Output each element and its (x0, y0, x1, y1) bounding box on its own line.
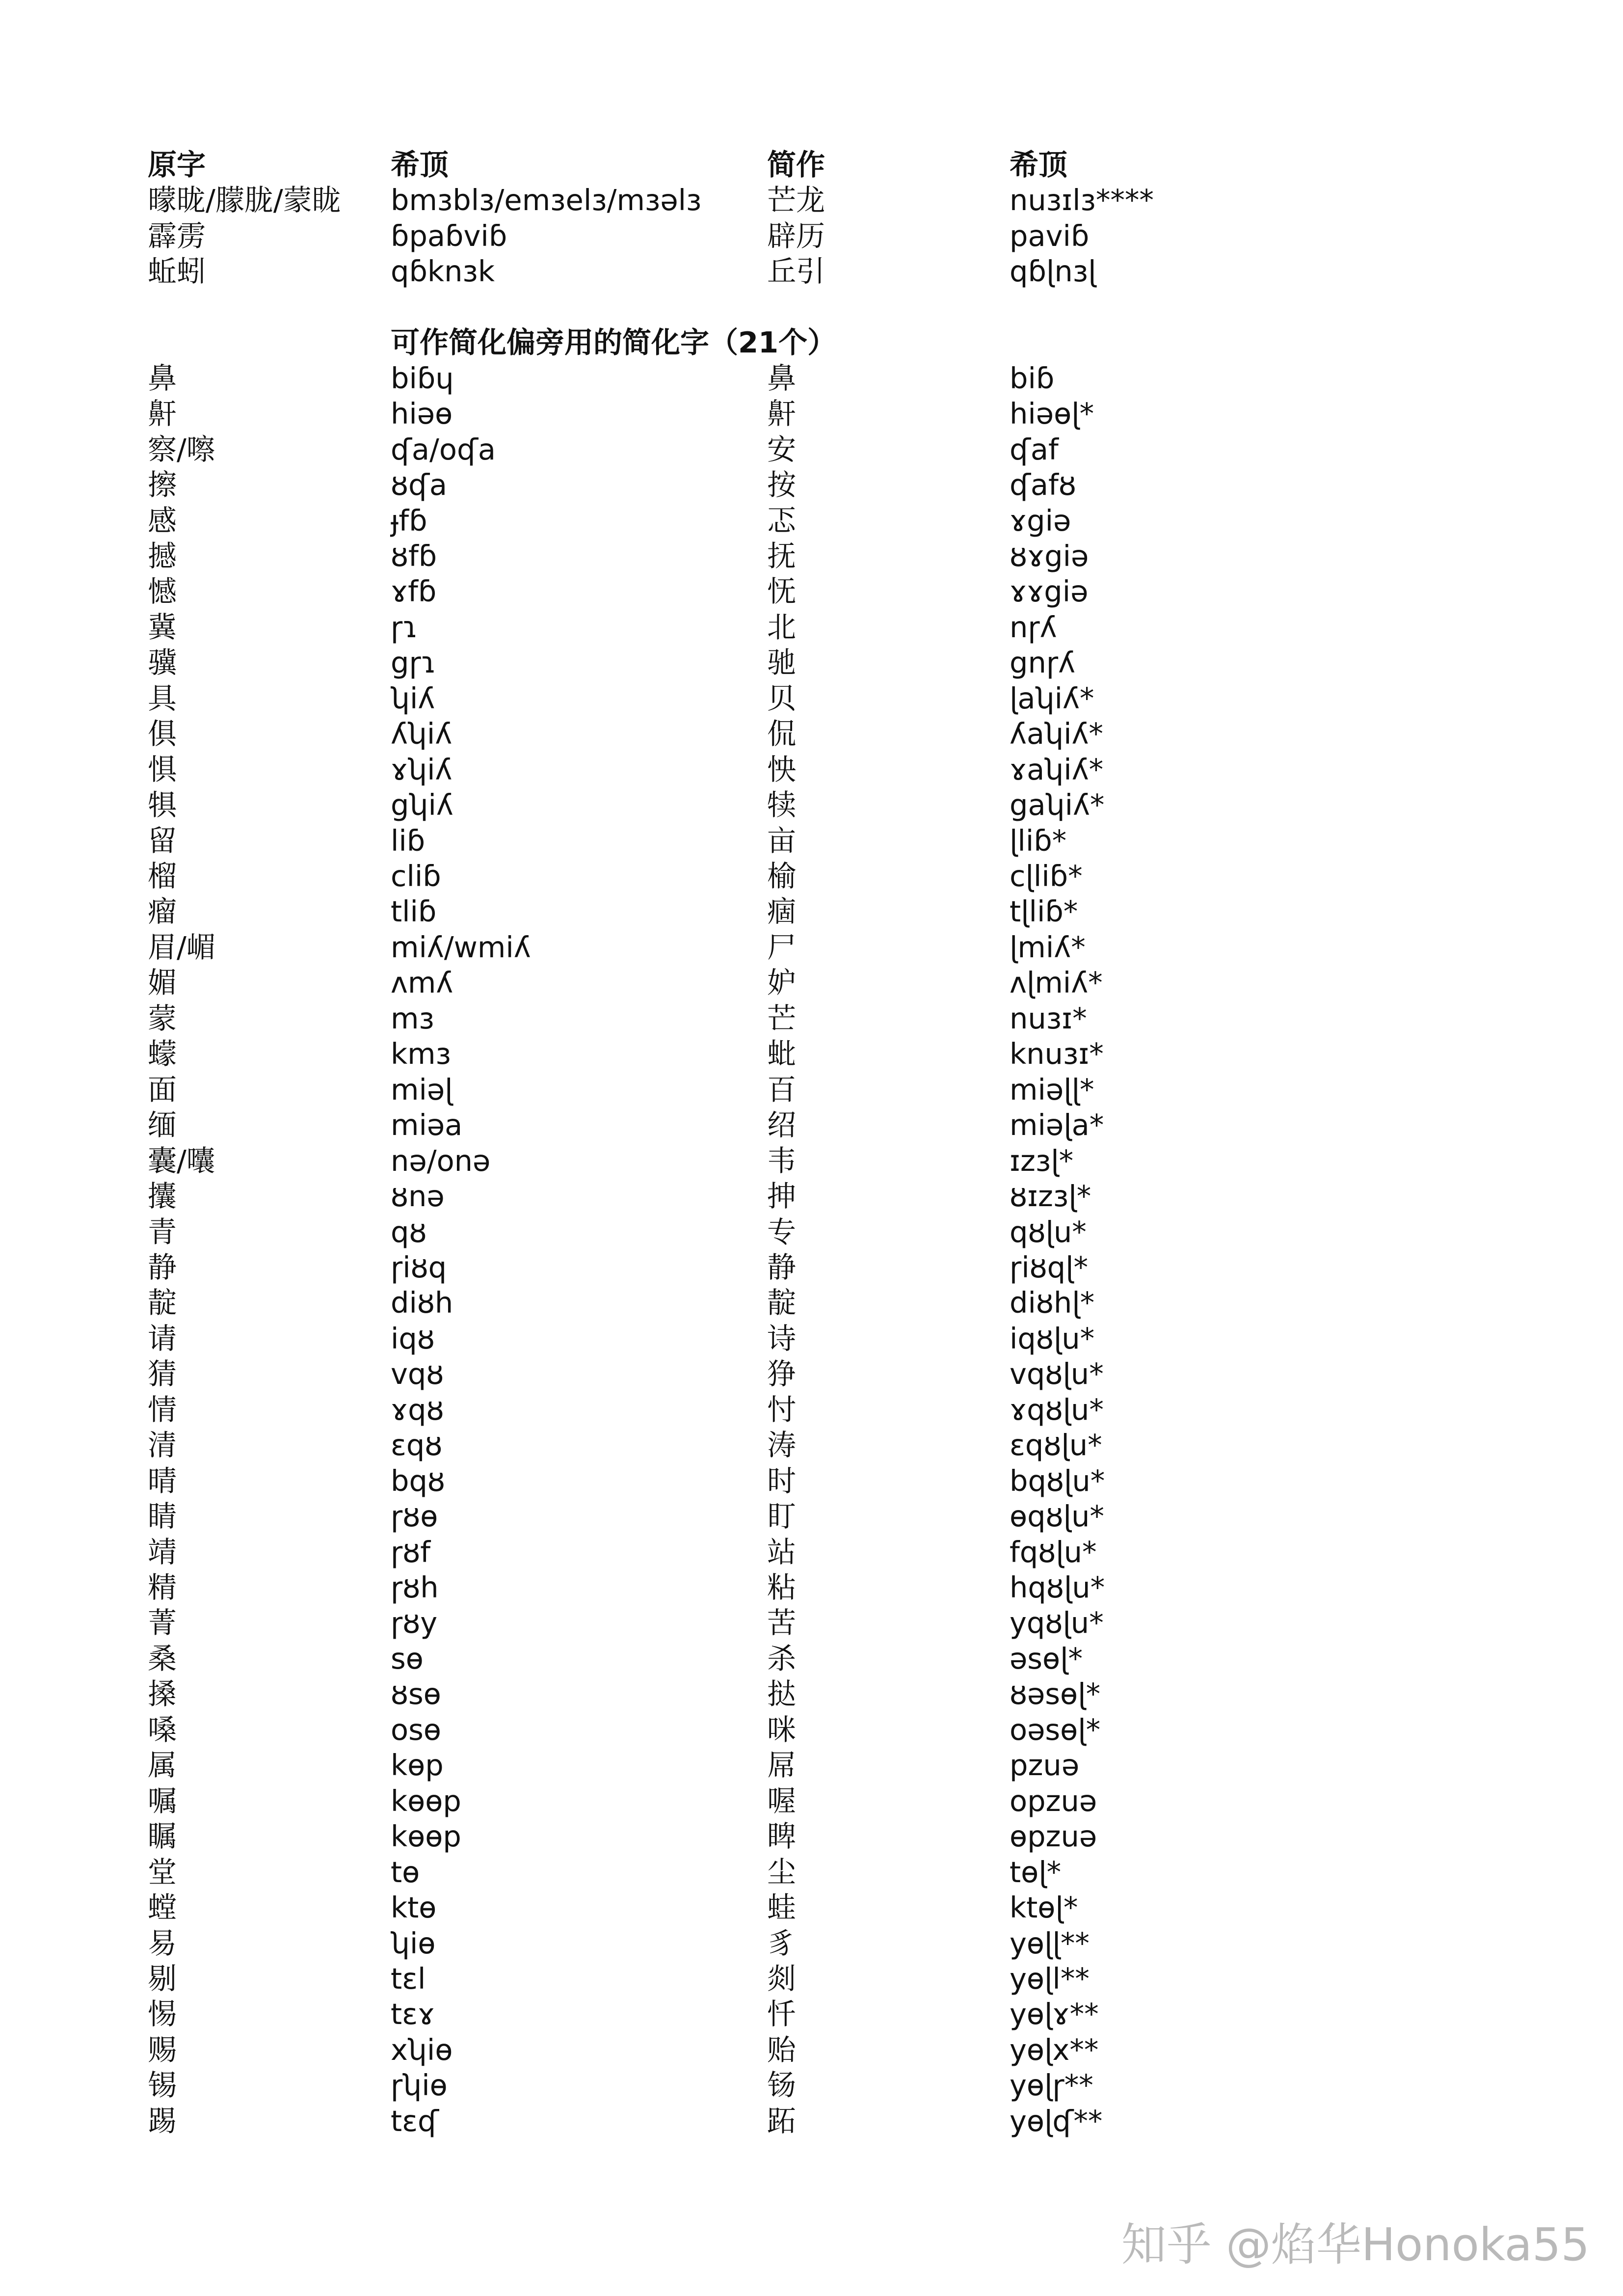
original-char: 鼻 (148, 361, 177, 395)
simplified-char: 苦 (767, 1606, 797, 1640)
original-xiding: ȣfɓ (391, 539, 437, 573)
simplified-char: 忏 (767, 1997, 797, 2031)
header-row (0, 147, 1623, 183)
section-title: 可作简化偏旁用的简化字（21个） (391, 325, 837, 360)
simplified-char: 挞 (767, 1677, 797, 1711)
table-row (0, 2104, 1623, 2139)
original-xiding: ȣsɵ (391, 1677, 441, 1711)
table-row (0, 2032, 1623, 2068)
original-char: 晴 (148, 1463, 177, 1498)
simplified-xiding: ȣɤgiə (1010, 539, 1089, 573)
table-row (0, 752, 1623, 787)
table-row (0, 396, 1623, 432)
table-row (0, 1605, 1623, 1641)
simplified-xiding: fqȣɭu* (1010, 1535, 1097, 1569)
simplified-char: 辟历 (767, 218, 825, 253)
simplified-char: 犊 (767, 788, 797, 822)
table-row (0, 574, 1623, 609)
simplified-char: 贻 (767, 2032, 797, 2067)
original-xiding: kɵp (391, 1748, 444, 1783)
table-row (0, 432, 1623, 467)
simplified-xiding: cɭliɓ* (1010, 859, 1083, 893)
simplified-xiding: oəsɵɭ* (1010, 1712, 1101, 1747)
simplified-char: 静 (767, 1250, 797, 1284)
simplified-xiding: ɤqȣɭu* (1010, 1392, 1104, 1427)
simplified-char: 豸 (767, 1926, 797, 1960)
original-char: 青 (148, 1215, 177, 1249)
original-char: 瘤 (148, 894, 177, 929)
simplified-char: 驰 (767, 646, 797, 680)
original-char: 靖 (148, 1535, 177, 1569)
original-char: 缅 (148, 1108, 177, 1142)
simplified-xiding: yqȣɭu* (1010, 1606, 1104, 1640)
original-xiding: tɵ (391, 1855, 420, 1889)
table-row (0, 1356, 1623, 1392)
simplified-char: 剡 (767, 1961, 797, 1996)
simplified-char: 蛙 (767, 1891, 797, 1925)
simplified-xiding: iqȣɭu* (1010, 1321, 1095, 1355)
original-xiding: bqȣ (391, 1463, 445, 1498)
simplified-xiding: yɵɭx** (1010, 2032, 1099, 2067)
column-header: 希顶 (1010, 148, 1068, 182)
original-char: 剔 (148, 1961, 177, 1996)
original-xiding: diȣh (391, 1286, 453, 1320)
table-row (0, 2068, 1623, 2103)
table-row (0, 1997, 1623, 2032)
simplified-xiding: ɪzɜɭ* (1010, 1143, 1074, 1178)
simplified-xiding: əsɵɭ* (1010, 1641, 1083, 1675)
table-row (0, 183, 1623, 218)
simplified-char: 榆 (767, 859, 797, 893)
simplified-xiding: hqȣɭu* (1010, 1570, 1105, 1604)
original-char: 留 (148, 823, 177, 858)
original-xiding: tɛɤ (391, 1997, 435, 2031)
original-xiding: ɛqȣ (391, 1428, 443, 1462)
original-char: 瞩 (148, 1819, 177, 1854)
simplified-char: 狰 (767, 1357, 797, 1391)
simplified-char: 妒 (767, 966, 797, 1000)
simplified-xiding: nɼʎ (1010, 610, 1057, 644)
simplified-char: 蚍 (767, 1037, 797, 1071)
column-header: 希顶 (391, 148, 449, 182)
simplified-char: 侃 (767, 717, 797, 751)
original-xiding: bmɜblɜ/emɜelɜ/mɜəlɜ (391, 183, 702, 217)
original-char: 猜 (148, 1357, 177, 1391)
original-xiding: hiəɵ (391, 397, 453, 431)
simplified-xiding: ɼiȣqɭ* (1010, 1250, 1089, 1284)
table-row (0, 1783, 1623, 1819)
original-char: 踢 (148, 2104, 177, 2138)
original-xiding: kmɜ (391, 1037, 452, 1071)
original-char: 搡 (148, 1677, 177, 1711)
table-row (0, 1712, 1623, 1748)
simplified-xiding: hiəɵɭ* (1010, 397, 1094, 431)
simplified-xiding: diȣhɭ* (1010, 1286, 1095, 1320)
original-xiding: xʮiɵ (391, 2032, 453, 2067)
table-row (0, 503, 1623, 539)
simplified-xiding: ktɵɭ* (1010, 1891, 1078, 1925)
simplified-char: 靛 (767, 1286, 797, 1320)
table-row (0, 1250, 1623, 1285)
simplified-char: 忑 (767, 503, 797, 538)
simplified-char: 百 (767, 1072, 797, 1107)
simplified-char: 亩 (767, 823, 797, 858)
table-row (0, 1107, 1623, 1143)
original-xiding: miəɭ (391, 1072, 453, 1107)
table-row (0, 1570, 1623, 1605)
simplified-char: 丘引 (767, 254, 825, 289)
simplified-xiding: qȣɭu* (1010, 1215, 1087, 1249)
simplified-char: 芒 (767, 1001, 797, 1035)
original-xiding: ɤʮiʎ (391, 752, 452, 786)
original-char: 察/嚓 (148, 432, 215, 466)
simplified-char: 北 (767, 610, 797, 644)
original-xiding: sɵ (391, 1641, 424, 1675)
original-char: 曚昽/朦胧/蒙眬 (148, 183, 341, 217)
simplified-char: 抻 (767, 1179, 797, 1214)
simplified-xiding: knuɜɪ* (1010, 1037, 1104, 1071)
original-xiding: ʮiɵ (391, 1926, 436, 1960)
simplified-xiding: gaʮiʎ* (1010, 788, 1105, 822)
table-row (0, 645, 1623, 680)
original-xiding: ʌmʎ (391, 966, 453, 1000)
table-row (0, 254, 1623, 289)
table-row (0, 1036, 1623, 1072)
original-char: 桑 (148, 1641, 177, 1675)
simplified-xiding: bqȣɭu* (1010, 1463, 1105, 1498)
original-xiding: ɤfɓ (391, 574, 437, 609)
simplified-xiding: vqȣɭu* (1010, 1357, 1104, 1391)
column-header: 原字 (148, 148, 206, 182)
simplified-char: 贝 (767, 681, 797, 715)
original-xiding: qȣ (391, 1215, 427, 1249)
column-header: 简作 (767, 148, 825, 182)
simplified-xiding: yɵɭɤ** (1010, 1997, 1099, 2031)
watermark: 知乎 @焰华Honoka55 (1121, 2218, 1590, 2271)
original-char: 惧 (148, 752, 177, 786)
original-xiding: osɵ (391, 1712, 441, 1747)
table-row (0, 965, 1623, 1000)
original-xiding: vqȣ (391, 1357, 444, 1391)
original-char: 清 (148, 1428, 177, 1462)
simplified-xiding: ɭmiʎ* (1010, 930, 1086, 964)
original-char: 菁 (148, 1606, 177, 1640)
original-char: 撼 (148, 539, 177, 573)
original-xiding: cliɓ (391, 859, 441, 893)
simplified-xiding: paviɓ (1010, 218, 1090, 253)
original-char: 请 (148, 1321, 177, 1355)
simplified-xiding: gnɼʎ (1010, 646, 1076, 680)
table-row (0, 823, 1623, 859)
simplified-char: 怃 (767, 574, 797, 609)
original-char: 蒙 (148, 1001, 177, 1035)
simplified-xiding: yɵɭɭ** (1010, 1926, 1090, 1960)
table-row (0, 1143, 1623, 1179)
original-xiding: tɛʠ (391, 2104, 439, 2138)
original-char: 榴 (148, 859, 177, 893)
original-xiding: ɼiȣq (391, 1250, 447, 1284)
original-xiding: ȣʠa (391, 468, 448, 502)
simplified-xiding: tɭliɓ* (1010, 894, 1078, 929)
table-row (0, 1535, 1623, 1570)
table-row (0, 859, 1623, 894)
original-char: 媚 (148, 966, 177, 1000)
table-row (0, 1499, 1623, 1534)
simplified-xiding: ʌɭmiʎ* (1010, 966, 1103, 1000)
original-xiding: mɜ (391, 1001, 434, 1035)
simplified-char: 痼 (767, 894, 797, 929)
table-row (0, 361, 1623, 396)
section-title-row (0, 325, 1623, 360)
simplified-char: 睥 (767, 1819, 797, 1854)
original-char: 擦 (148, 468, 177, 502)
original-char: 锡 (148, 2068, 177, 2103)
table-row (0, 1819, 1623, 1854)
original-char: 面 (148, 1072, 177, 1107)
table-row (0, 930, 1623, 965)
original-xiding: gʮiʎ (391, 788, 453, 822)
original-xiding: ɼȣf (391, 1535, 431, 1569)
table-row (0, 1748, 1623, 1783)
simplified-xiding: ʠaf (1010, 432, 1059, 466)
simplified-char: 钖 (767, 2068, 797, 2103)
original-char: 堂 (148, 1855, 177, 1889)
simplified-xiding: ɤɤgiə (1010, 574, 1089, 609)
original-xiding: ɼȣy (391, 1606, 438, 1640)
original-char: 骥 (148, 646, 177, 680)
original-char: 犋 (148, 788, 177, 822)
simplified-char: 跖 (767, 2104, 797, 2138)
original-char: 俱 (148, 717, 177, 751)
simplified-xiding: miəɭɭ* (1010, 1072, 1094, 1107)
simplified-char: 忖 (767, 1392, 797, 1427)
table-row (0, 787, 1623, 823)
original-xiding: tɛl (391, 1961, 426, 1996)
simplified-char: 咪 (767, 1712, 797, 1747)
simplified-xiding: yɵɭɼ** (1010, 2068, 1093, 2103)
simplified-char: 盯 (767, 1499, 797, 1534)
original-xiding: nə/onə (391, 1143, 491, 1178)
table-row (0, 1179, 1623, 1214)
original-xiding: ʎʮiʎ (391, 717, 452, 751)
simplified-char: 抚 (767, 539, 797, 573)
simplified-char: 怏 (767, 752, 797, 786)
simplified-char: 鼻 (767, 361, 797, 395)
simplified-char: 诗 (767, 1321, 797, 1355)
original-xiding: kɵɵp (391, 1783, 461, 1818)
original-char: 蚯蚓 (148, 254, 206, 289)
simplified-xiding: biɓ (1010, 361, 1055, 395)
original-char: 靛 (148, 1286, 177, 1320)
table-row (0, 610, 1623, 645)
original-xiding: ɼʮiɵ (391, 2068, 448, 2103)
original-xiding: ɼɿ (391, 610, 418, 644)
simplified-xiding: ʠafȣ (1010, 468, 1076, 502)
table-row (0, 1392, 1623, 1428)
simplified-xiding: ɭliɓ* (1010, 823, 1067, 858)
original-char: 感 (148, 503, 177, 538)
original-xiding: biɓɥ (391, 361, 454, 395)
table-row (0, 1890, 1623, 1925)
table-row (0, 1428, 1623, 1463)
original-char: 赐 (148, 2032, 177, 2067)
original-xiding: ɟfɓ (391, 503, 427, 538)
original-char: 眉/嵋 (148, 930, 215, 964)
original-char: 静 (148, 1250, 177, 1284)
table-row (0, 1215, 1623, 1250)
table-row (0, 1641, 1623, 1676)
simplified-char: 芒龙 (767, 183, 825, 217)
simplified-char: 涛 (767, 1428, 797, 1462)
table-row (0, 894, 1623, 929)
original-xiding: ktɵ (391, 1891, 437, 1925)
table-row (0, 1285, 1623, 1321)
simplified-char: 安 (767, 432, 797, 466)
simplified-xiding: yɵɭl** (1010, 1961, 1090, 1996)
original-char: 属 (148, 1748, 177, 1783)
original-char: 蠓 (148, 1037, 177, 1071)
table-row (0, 1676, 1623, 1712)
original-char: 精 (148, 1570, 177, 1604)
original-xiding: qɓknɜk (391, 254, 495, 289)
original-char: 囊/囔 (148, 1143, 215, 1178)
original-char: 情 (148, 1392, 177, 1427)
original-char: 嘱 (148, 1783, 177, 1818)
original-char: 具 (148, 681, 177, 715)
table-row (0, 1001, 1623, 1036)
original-xiding: ɼȣɵ (391, 1499, 438, 1534)
simplified-char: 喔 (767, 1783, 797, 1818)
simplified-xiding: ɛqȣɭu* (1010, 1428, 1102, 1462)
simplified-xiding: ȣɪzɜɭ* (1010, 1179, 1091, 1214)
original-char: 螳 (148, 1891, 177, 1925)
simplified-xiding: ʎaʮiʎ* (1010, 717, 1103, 751)
simplified-xiding: ɤaʮiʎ* (1010, 752, 1104, 786)
simplified-char: 杀 (767, 1641, 797, 1675)
table-row (0, 1463, 1623, 1499)
original-xiding: ʮiʎ (391, 681, 435, 715)
table-row (0, 1961, 1623, 1997)
simplified-xiding: qɓɭnɜɭ (1010, 254, 1096, 289)
simplified-xiding: nuɜɪ* (1010, 1001, 1087, 1035)
simplified-xiding: pzuə (1010, 1748, 1080, 1783)
simplified-xiding: ɭaʮiʎ* (1010, 681, 1094, 715)
simplified-xiding: miəɭa* (1010, 1108, 1104, 1142)
table-row (0, 716, 1623, 752)
table-row (0, 1072, 1623, 1107)
simplified-xiding: opzuə (1010, 1783, 1097, 1818)
simplified-char: 尸 (767, 930, 797, 964)
original-char: 惕 (148, 1997, 177, 2031)
table-row (0, 467, 1623, 503)
table-row (0, 1926, 1623, 1961)
simplified-char: 专 (767, 1215, 797, 1249)
simplified-char: 绍 (767, 1108, 797, 1142)
original-xiding: ɤqȣ (391, 1392, 444, 1427)
simplified-xiding: ɵpzuə (1010, 1819, 1097, 1854)
table-row (0, 539, 1623, 574)
simplified-char: 尘 (767, 1855, 797, 1889)
table-row (0, 681, 1623, 716)
original-xiding: iqȣ (391, 1321, 435, 1355)
original-char: 攮 (148, 1179, 177, 1214)
table-row (0, 1855, 1623, 1890)
original-xiding: ɓpaɓviɓ (391, 218, 507, 253)
original-xiding: ɼȣh (391, 1570, 439, 1604)
simplified-xiding: tɵɭ* (1010, 1855, 1062, 1889)
original-char: 鼾 (148, 397, 177, 431)
simplified-xiding: yɵɭʠ** (1010, 2104, 1103, 2138)
original-char: 霹雳 (148, 218, 206, 253)
original-xiding: ʠa/oʠa (391, 432, 496, 466)
original-char: 睛 (148, 1499, 177, 1534)
original-xiding: miʎ/wmiʎ (391, 930, 531, 964)
simplified-xiding: ɤgiə (1010, 503, 1071, 538)
simplified-xiding: nuɜɪlɜ**** (1010, 183, 1154, 217)
original-xiding: kɵɵp (391, 1819, 461, 1854)
original-char: 冀 (148, 610, 177, 644)
simplified-xiding: ɵqȣɭu* (1010, 1499, 1104, 1534)
simplified-xiding: ȣəsɵɭ* (1010, 1677, 1101, 1711)
simplified-char: 屌 (767, 1748, 797, 1783)
simplified-char: 韦 (767, 1143, 797, 1178)
simplified-char: 按 (767, 468, 797, 502)
original-xiding: miəa (391, 1108, 463, 1142)
table-row (0, 218, 1623, 254)
original-xiding: liɓ (391, 823, 426, 858)
original-char: 嗓 (148, 1712, 177, 1747)
simplified-char: 时 (767, 1463, 797, 1498)
original-char: 易 (148, 1926, 177, 1960)
simplified-char: 粘 (767, 1570, 797, 1604)
original-xiding: gɼɿ (391, 646, 436, 680)
simplified-char: 站 (767, 1535, 797, 1569)
original-xiding: ȣnə (391, 1179, 445, 1214)
simplified-char: 鼾 (767, 397, 797, 431)
original-xiding: tliɓ (391, 894, 437, 929)
original-char: 憾 (148, 574, 177, 609)
table-row (0, 1321, 1623, 1356)
